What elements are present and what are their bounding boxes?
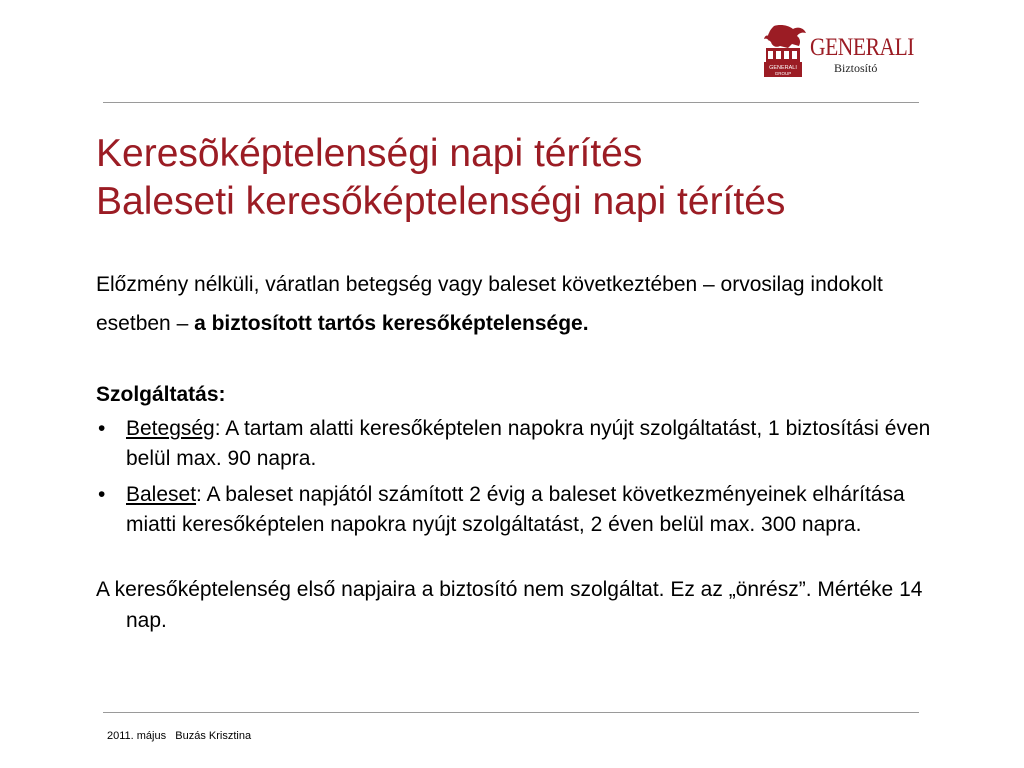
footer (107, 730, 251, 742)
generali-logo (762, 24, 922, 80)
footer-divider (103, 712, 919, 713)
logo-mark-text: GENERALI (769, 65, 797, 71)
footer-date: 2011. május (107, 730, 167, 742)
brand-name: GENERALI (810, 34, 915, 61)
footer-author: Buzás Krisztina (175, 730, 252, 742)
slide-body (96, 265, 956, 636)
slide-title (96, 130, 785, 226)
bullet-icon: • (98, 483, 106, 506)
illness-term: Betegség (126, 417, 215, 440)
slide-title-line-1: Keresõképtelenségi napi térítés (96, 132, 643, 175)
list-item (96, 480, 956, 540)
services-list (96, 414, 956, 540)
services-heading: Szolgáltatás: (96, 383, 226, 406)
brand-subtitle: Biztosító (834, 61, 878, 75)
intro-bold-text: a biztosított tartós keresőképtelensége. (194, 312, 589, 335)
illness-text: : A tartam alatti keresőképtelen napokra nyújt szolgáltatást, 1 biztosítási éven belül max. 90 napra. (126, 417, 931, 470)
accident-text: : A baleset napjától számított 2 évig a baleset következményeinek elhárítása miatti keresőképtelen napokra nyújt szolgáltatást, 2 éven belül max. 300 napra. (126, 483, 905, 536)
accident-term: Baleset (126, 483, 197, 506)
list-item (96, 414, 956, 474)
logo-mark-subtext: GROUP (774, 71, 792, 76)
intro-paragraph (96, 265, 956, 343)
generali-lion-logo-mark (762, 24, 808, 78)
header-divider (103, 102, 919, 103)
bullet-icon: • (98, 417, 106, 440)
slide-title-line-2: Baleseti keresőképtelenségi napi térítés (96, 180, 786, 223)
closing-paragraph: A keresőképtelenség első napjaira a biztosító nem szolgáltat. Ez az „önrész”. Mértéke 14 nap. (96, 578, 923, 632)
intro-text: Előzmény nélküli, váratlan betegség vagy baleset következtében – orvosilag indokolt esetben – (96, 273, 883, 335)
